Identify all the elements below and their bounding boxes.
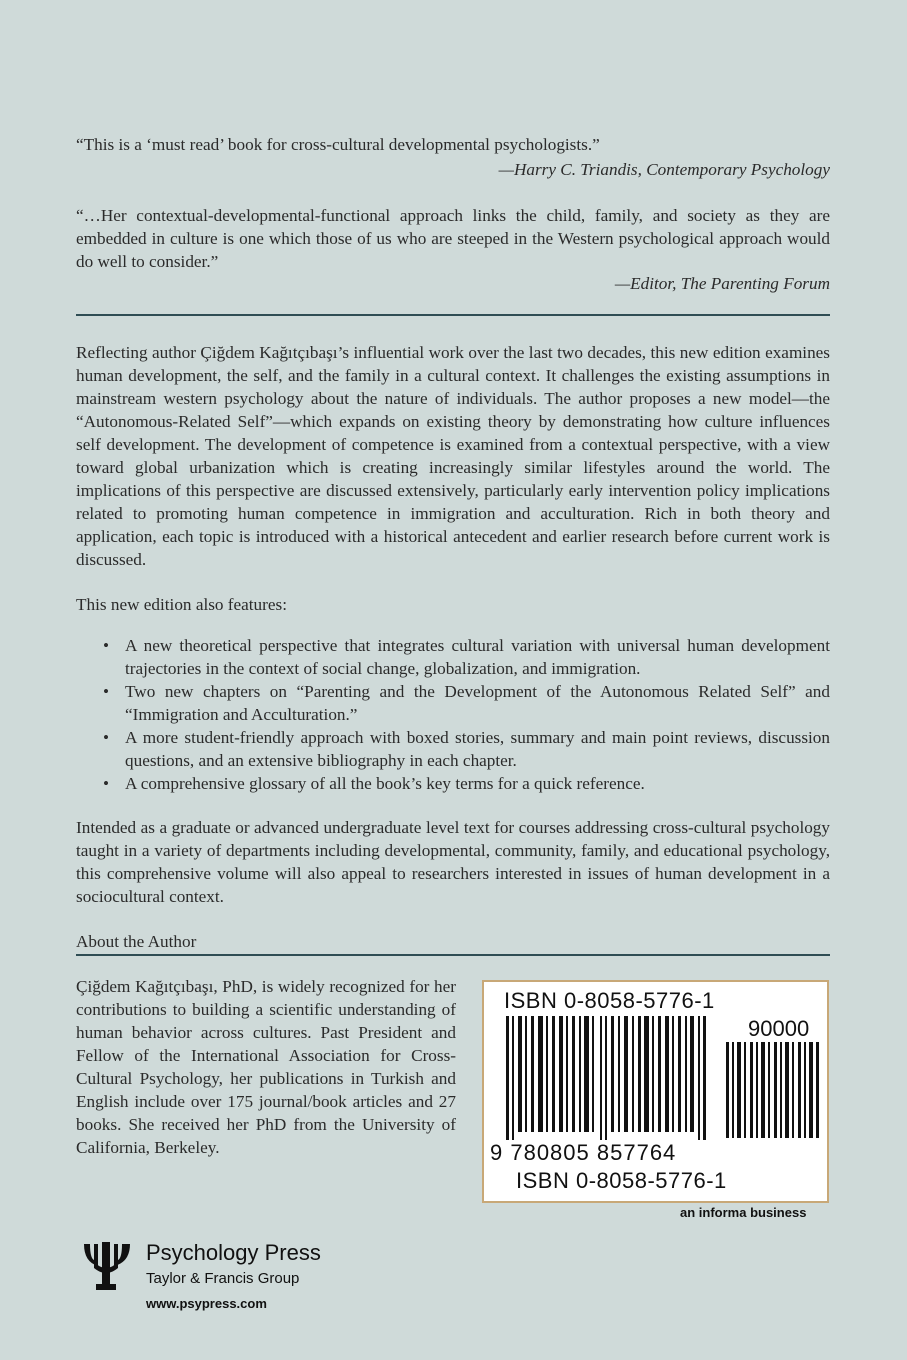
review-quote-1: “This is a ‘must read’ book for cross-cultural developmental psychologists.”	[76, 135, 600, 154]
feature-item	[76, 772, 830, 795]
feature-text: A more student-friendly approach with boxed stories, summary and main point reviews, discussion questions, and an extensive bibliography in each chapter.	[125, 728, 830, 770]
feature-item	[76, 634, 830, 680]
audience-paragraph: Intended as a graduate or advanced undergraduate level text for courses addressing cross-cultural psychology taught in a variety of departments including developmental, community, family, and educational psychology, this comprehensive volume will also appeal to researchers interested in issues of human development in a sociocultural context.	[76, 818, 830, 906]
bullet-icon: •	[103, 728, 110, 747]
features-intro: This new edition also features:	[76, 595, 287, 614]
bullet-icon: •	[103, 774, 110, 793]
publisher-website: www.psypress.com	[146, 1296, 267, 1311]
bullet-icon: •	[103, 682, 110, 701]
price-code: 90000	[748, 1016, 810, 1041]
publisher-block	[80, 1240, 340, 1320]
barcode-box	[482, 980, 829, 1203]
feature-text: A comprehensive glossary of all the book’s key terms for a quick reference.	[125, 774, 645, 793]
publisher-name: Psychology Press	[146, 1240, 321, 1265]
psi-logo-icon	[80, 1240, 134, 1294]
informa-tagline: an informa business	[680, 1205, 807, 1220]
divider-rule	[76, 314, 830, 316]
review-quote-2: “…Her contextual-developmental-functional approach links the child, family, and society as they are embedded in culture is one which those of us who are steeped in the Western psychological approach would do well to consider.”	[76, 206, 830, 271]
features-list	[76, 634, 830, 795]
about-author-text: Çiğdem Kağıtçıbaşı, PhD, is widely recognized for her contributions to building a scientific understanding of human behavior across cultures. Past President and Fellow of the International Association for Cross-Cultural Psychology, her publications in Turkish and English include over 175 journal/book articles and 27 books. She received her PhD from the University of California, Berkeley.	[76, 977, 456, 1157]
isbn-bottom: ISBN 0-8058-5776-1	[516, 1168, 727, 1193]
review-attribution-2: —Editor, The Parenting Forum	[614, 274, 830, 293]
review-attribution-1: —Harry C. Triandis, Contemporary Psychology	[498, 160, 830, 179]
bullet-icon: •	[103, 636, 110, 655]
feature-item	[76, 726, 830, 772]
ean-number: 9 780805 857764	[490, 1140, 677, 1165]
addon-barcode	[724, 1042, 822, 1138]
feature-text: A new theoretical perspective that integrates cultural variation with universal human development trajectories in the context of social change, globalization, and immigration.	[125, 636, 830, 678]
publisher-group: Taylor & Francis Group	[146, 1270, 300, 1287]
feature-item	[76, 680, 830, 726]
about-author-title: About the Author	[76, 932, 197, 951]
feature-text: Two new chapters on “Parenting and the Development of the Autonomous Related Self” and “Immigration and Acculturation.”	[125, 682, 830, 724]
about-author-rule	[76, 954, 830, 956]
isbn-top: ISBN 0-8058-5776-1	[504, 988, 715, 1013]
book-description: Reflecting author Çiğdem Kağıtçıbaşı’s influential work over the last two decades, this new edition examines human development, the self, and the family in a cultural context. It challenges the existing assumptions in mainstream western psychology about the nature of individuals. The author proposes a new model—the “Autonomous-Related Self”—which expands on existing theory by demonstrating how culture influences self development. The development of competence is examined from a contextual perspective, with a view toward global urbanization which is creating increasingly similar lifestyles around the world. The implications of this perspective are discussed extensively, particularly early intervention policy implications related to promoting human competence in immigration and acculturation. Rich in both theory and application, each topic is introduced with a historical antecedent and earlier research before current work is discussed.	[76, 343, 830, 569]
ean-barcode	[504, 1016, 714, 1140]
